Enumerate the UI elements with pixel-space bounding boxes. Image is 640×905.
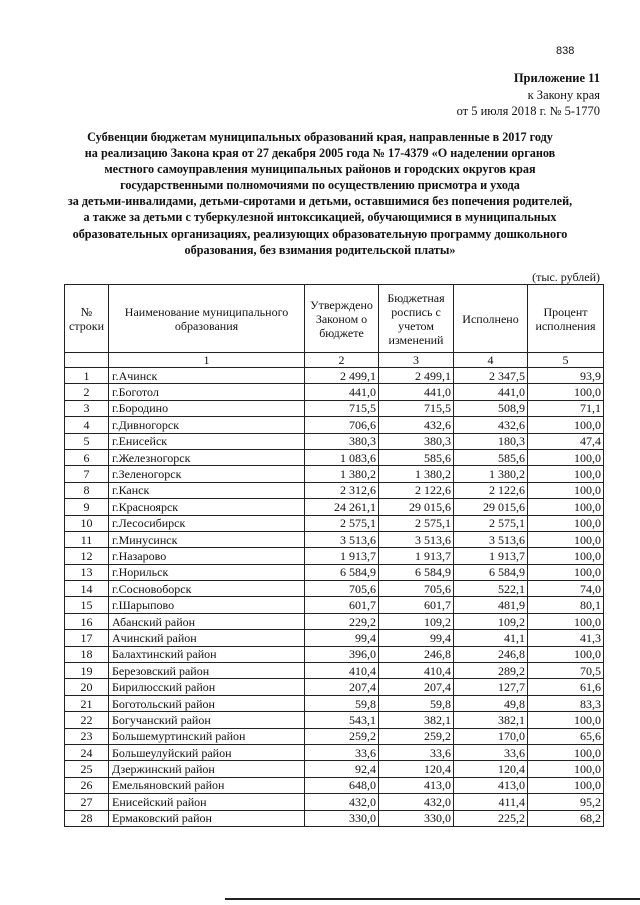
municipality-name: г.Красноярск — [109, 499, 305, 515]
row-number: 13 — [65, 564, 109, 580]
schedule-amount: 715,5 — [379, 400, 454, 416]
table-row — [65, 761, 604, 777]
table-body — [65, 368, 604, 827]
executed-amount: 522,1 — [454, 581, 528, 597]
table-row — [65, 499, 604, 515]
appendix-law-ref: к Закону края — [527, 87, 600, 102]
table-row — [65, 581, 604, 597]
header-budget-schedule: Бюджетная роспись с учетом изменений — [379, 285, 454, 353]
execution-percent: 100,0 — [528, 646, 604, 662]
table-row — [65, 548, 604, 564]
schedule-amount: 246,8 — [379, 646, 454, 662]
header-executed: Исполнено — [454, 285, 528, 353]
table-row — [65, 531, 604, 547]
execution-percent: 74,0 — [528, 581, 604, 597]
executed-amount: 170,0 — [454, 728, 528, 744]
row-number: 28 — [65, 810, 109, 826]
page-edge-line — [225, 898, 640, 900]
municipality-name: Богучанский район — [109, 712, 305, 728]
table-row — [65, 564, 604, 580]
table-row — [65, 368, 604, 384]
table-row — [65, 433, 604, 449]
table-row — [65, 613, 604, 629]
executed-amount: 180,3 — [454, 433, 528, 449]
appendix-law-date: от 5 июля 2018 г. № 5-1770 — [456, 104, 600, 118]
schedule-amount: 6 584,9 — [379, 564, 454, 580]
approved-amount: 1 913,7 — [305, 548, 379, 564]
execution-percent: 70,5 — [528, 663, 604, 679]
municipality-name: Дзержинский район — [109, 761, 305, 777]
approved-amount: 33,6 — [305, 744, 379, 760]
execution-percent: 100,0 — [528, 613, 604, 629]
execution-percent: 100,0 — [528, 515, 604, 531]
execution-percent: 41,3 — [528, 630, 604, 646]
title-line: за детьми-инвалидами, детьми-сиротами и детьми, оставшимися без попечения родителей, — [67, 194, 573, 209]
row-number: 14 — [65, 581, 109, 597]
table-header-row — [65, 285, 604, 353]
schedule-amount: 601,7 — [379, 597, 454, 613]
page-number: 838 — [556, 45, 575, 57]
executed-amount: 481,9 — [454, 597, 528, 613]
row-number: 2 — [65, 384, 109, 400]
schedule-amount: 432,6 — [379, 417, 454, 433]
row-number: 15 — [65, 597, 109, 613]
execution-percent: 100,0 — [528, 466, 604, 482]
schedule-amount: 2 499,1 — [379, 368, 454, 384]
table-row — [65, 679, 604, 695]
approved-amount: 24 261,1 — [305, 499, 379, 515]
header-row-number: № строки — [65, 285, 109, 353]
municipality-name: г.Назарово — [109, 548, 305, 564]
subsidies-table — [64, 284, 604, 827]
column-number: 1 — [109, 353, 305, 368]
approved-amount: 3 513,6 — [305, 531, 379, 547]
schedule-amount: 207,4 — [379, 679, 454, 695]
municipality-name: г.Енисейск — [109, 433, 305, 449]
execution-percent: 100,0 — [528, 384, 604, 400]
table-row — [65, 482, 604, 498]
approved-amount: 715,5 — [305, 400, 379, 416]
executed-amount: 2 347,5 — [454, 368, 528, 384]
row-number: 10 — [65, 515, 109, 531]
municipality-name: г.Канск — [109, 482, 305, 498]
approved-amount: 330,0 — [305, 810, 379, 826]
header-municipality: Наименование муниципального образования — [109, 285, 305, 353]
executed-amount: 29 015,6 — [454, 499, 528, 515]
approved-amount: 2 312,6 — [305, 482, 379, 498]
title-line: местного самоуправления муниципальных районов и городских округов края — [104, 162, 536, 177]
column-number: 2 — [305, 353, 379, 368]
column-number: 5 — [528, 353, 604, 368]
executed-amount: 2 575,1 — [454, 515, 528, 531]
table-row — [65, 777, 604, 793]
municipality-name: Балахтинский район — [109, 646, 305, 662]
schedule-amount: 59,8 — [379, 695, 454, 711]
approved-amount: 543,1 — [305, 712, 379, 728]
execution-percent: 68,2 — [528, 810, 604, 826]
row-number: 4 — [65, 417, 109, 433]
schedule-amount: 109,2 — [379, 613, 454, 629]
column-number-row — [65, 353, 604, 368]
execution-percent: 100,0 — [528, 449, 604, 465]
execution-percent: 61,6 — [528, 679, 604, 695]
approved-amount: 259,2 — [305, 728, 379, 744]
execution-percent: 71,1 — [528, 400, 604, 416]
municipality-name: г.Норильск — [109, 564, 305, 580]
execution-percent: 100,0 — [528, 531, 604, 547]
table-row — [65, 400, 604, 416]
execution-percent: 100,0 — [528, 744, 604, 760]
schedule-amount: 382,1 — [379, 712, 454, 728]
approved-amount: 410,4 — [305, 663, 379, 679]
municipality-name: г.Лесосибирск — [109, 515, 305, 531]
municipality-name: г.Ачинск — [109, 368, 305, 384]
header-percent: Процент исполнения — [528, 285, 604, 353]
executed-amount: 127,7 — [454, 679, 528, 695]
executed-amount: 289,2 — [454, 663, 528, 679]
schedule-amount: 1 380,2 — [379, 466, 454, 482]
executed-amount: 382,1 — [454, 712, 528, 728]
row-number: 20 — [65, 679, 109, 695]
approved-amount: 92,4 — [305, 761, 379, 777]
executed-amount: 120,4 — [454, 761, 528, 777]
row-number: 11 — [65, 531, 109, 547]
table-row — [65, 449, 604, 465]
table-row — [65, 466, 604, 482]
row-number: 3 — [65, 400, 109, 416]
executed-amount: 508,9 — [454, 400, 528, 416]
approved-amount: 648,0 — [305, 777, 379, 793]
approved-amount: 229,2 — [305, 613, 379, 629]
row-number: 25 — [65, 761, 109, 777]
approved-amount: 6 584,9 — [305, 564, 379, 580]
municipality-name: Бирилюсский район — [109, 679, 305, 695]
municipality-name: Енисейский район — [109, 794, 305, 810]
column-number — [65, 353, 109, 368]
table-row — [65, 712, 604, 728]
table-row — [65, 695, 604, 711]
municipality-name: г.Бородино — [109, 400, 305, 416]
municipality-name: Абанский район — [109, 613, 305, 629]
executed-amount: 1 380,2 — [454, 466, 528, 482]
schedule-amount: 3 513,6 — [379, 531, 454, 547]
schedule-amount: 705,6 — [379, 581, 454, 597]
approved-amount: 380,3 — [305, 433, 379, 449]
municipality-name: г.Железногорск — [109, 449, 305, 465]
municipality-name: Ермаковский район — [109, 810, 305, 826]
table-row — [65, 597, 604, 613]
row-number: 16 — [65, 613, 109, 629]
executed-amount: 109,2 — [454, 613, 528, 629]
row-number: 5 — [65, 433, 109, 449]
executed-amount: 49,8 — [454, 695, 528, 711]
schedule-amount: 120,4 — [379, 761, 454, 777]
row-number: 22 — [65, 712, 109, 728]
row-number: 24 — [65, 744, 109, 760]
title-line: государственными полномочиями по осуществлению присмотра и ухода — [120, 178, 520, 193]
approved-amount: 432,0 — [305, 794, 379, 810]
approved-amount: 601,7 — [305, 597, 379, 613]
execution-percent: 47,4 — [528, 433, 604, 449]
executed-amount: 6 584,9 — [454, 564, 528, 580]
schedule-amount: 1 913,7 — [379, 548, 454, 564]
municipality-name: г.Сосновоборск — [109, 581, 305, 597]
row-number: 17 — [65, 630, 109, 646]
table-row — [65, 663, 604, 679]
row-number: 6 — [65, 449, 109, 465]
schedule-amount: 413,0 — [379, 777, 454, 793]
appendix-title: Приложение 11 — [513, 71, 600, 85]
row-number: 8 — [65, 482, 109, 498]
table-row — [65, 728, 604, 744]
execution-percent: 100,0 — [528, 417, 604, 433]
table-row — [65, 630, 604, 646]
schedule-amount: 2 575,1 — [379, 515, 454, 531]
title-line: образовательных организациях, реализующих образовательную программу дошкольного — [72, 226, 568, 241]
executed-amount: 2 122,6 — [454, 482, 528, 498]
row-number: 21 — [65, 695, 109, 711]
schedule-amount: 33,6 — [379, 744, 454, 760]
execution-percent: 100,0 — [528, 564, 604, 580]
table-row — [65, 810, 604, 826]
municipality-name: Ачинский район — [109, 630, 305, 646]
approved-amount: 441,0 — [305, 384, 379, 400]
row-number: 19 — [65, 663, 109, 679]
document-title — [0, 129, 640, 258]
executed-amount: 432,6 — [454, 417, 528, 433]
schedule-amount: 441,0 — [379, 384, 454, 400]
title-line: Субвенции бюджетам муниципальных образований края, направленные в 2017 году — [87, 130, 553, 144]
approved-amount: 99,4 — [305, 630, 379, 646]
header-approved: Утверждено Законом о бюджете — [305, 285, 379, 353]
executed-amount: 225,2 — [454, 810, 528, 826]
table-row — [65, 417, 604, 433]
schedule-amount: 380,3 — [379, 433, 454, 449]
execution-percent: 100,0 — [528, 777, 604, 793]
municipality-name: г.Дивногорск — [109, 417, 305, 433]
approved-amount: 706,6 — [305, 417, 379, 433]
executed-amount: 246,8 — [454, 646, 528, 662]
column-number: 3 — [379, 353, 454, 368]
approved-amount: 59,8 — [305, 695, 379, 711]
municipality-name: Березовский район — [109, 663, 305, 679]
row-number: 18 — [65, 646, 109, 662]
execution-percent: 80,1 — [528, 597, 604, 613]
approved-amount: 396,0 — [305, 646, 379, 662]
approved-amount: 2 575,1 — [305, 515, 379, 531]
schedule-amount: 99,4 — [379, 630, 454, 646]
approved-amount: 207,4 — [305, 679, 379, 695]
schedule-amount: 259,2 — [379, 728, 454, 744]
row-number: 7 — [65, 466, 109, 482]
title-line: на реализацию Закона края от 27 декабря 2005 года № 17-4379 «О наделении органов — [84, 146, 556, 161]
table-row — [65, 515, 604, 531]
municipality-name: г.Боготол — [109, 384, 305, 400]
approved-amount: 1 380,2 — [305, 466, 379, 482]
execution-percent: 83,3 — [528, 695, 604, 711]
title-line: образования, без взимания родительской платы» — [184, 242, 456, 257]
execution-percent: 93,9 — [528, 368, 604, 384]
units-label: (тыс. рублей) — [532, 270, 600, 284]
municipality-name: г.Зеленогорск — [109, 466, 305, 482]
execution-percent: 100,0 — [528, 499, 604, 515]
table-row — [65, 384, 604, 400]
executed-amount: 411,4 — [454, 794, 528, 810]
row-number: 1 — [65, 368, 109, 384]
approved-amount: 1 083,6 — [305, 449, 379, 465]
schedule-amount: 585,6 — [379, 449, 454, 465]
schedule-amount: 2 122,6 — [379, 482, 454, 498]
title-line: а также за детьми с туберкулезной интоксикацией, обучающимися в муниципальных — [83, 210, 557, 225]
approved-amount: 705,6 — [305, 581, 379, 597]
schedule-amount: 330,0 — [379, 810, 454, 826]
table-row — [65, 646, 604, 662]
execution-percent: 100,0 — [528, 548, 604, 564]
schedule-amount: 410,4 — [379, 663, 454, 679]
column-number: 4 — [454, 353, 528, 368]
table-row — [65, 794, 604, 810]
execution-percent: 65,6 — [528, 728, 604, 744]
schedule-amount: 432,0 — [379, 794, 454, 810]
municipality-name: г.Шарыпово — [109, 597, 305, 613]
municipality-name: Емельяновский район — [109, 777, 305, 793]
municipality-name: Боготольский район — [109, 695, 305, 711]
execution-percent: 95,2 — [528, 794, 604, 810]
row-number: 12 — [65, 548, 109, 564]
table-row — [65, 744, 604, 760]
municipality-name: г.Минусинск — [109, 531, 305, 547]
executed-amount: 41,1 — [454, 630, 528, 646]
executed-amount: 585,6 — [454, 449, 528, 465]
executed-amount: 3 513,6 — [454, 531, 528, 547]
schedule-amount: 29 015,6 — [379, 499, 454, 515]
executed-amount: 441,0 — [454, 384, 528, 400]
executed-amount: 1 913,7 — [454, 548, 528, 564]
municipality-name: Большемуртинский район — [109, 728, 305, 744]
execution-percent: 100,0 — [528, 712, 604, 728]
municipality-name: Большеулуйский район — [109, 744, 305, 760]
approved-amount: 2 499,1 — [305, 368, 379, 384]
executed-amount: 413,0 — [454, 777, 528, 793]
row-number: 27 — [65, 794, 109, 810]
appendix-block — [457, 70, 600, 120]
row-number: 9 — [65, 499, 109, 515]
row-number: 26 — [65, 777, 109, 793]
execution-percent: 100,0 — [528, 482, 604, 498]
row-number: 23 — [65, 728, 109, 744]
execution-percent: 100,0 — [528, 761, 604, 777]
executed-amount: 33,6 — [454, 744, 528, 760]
